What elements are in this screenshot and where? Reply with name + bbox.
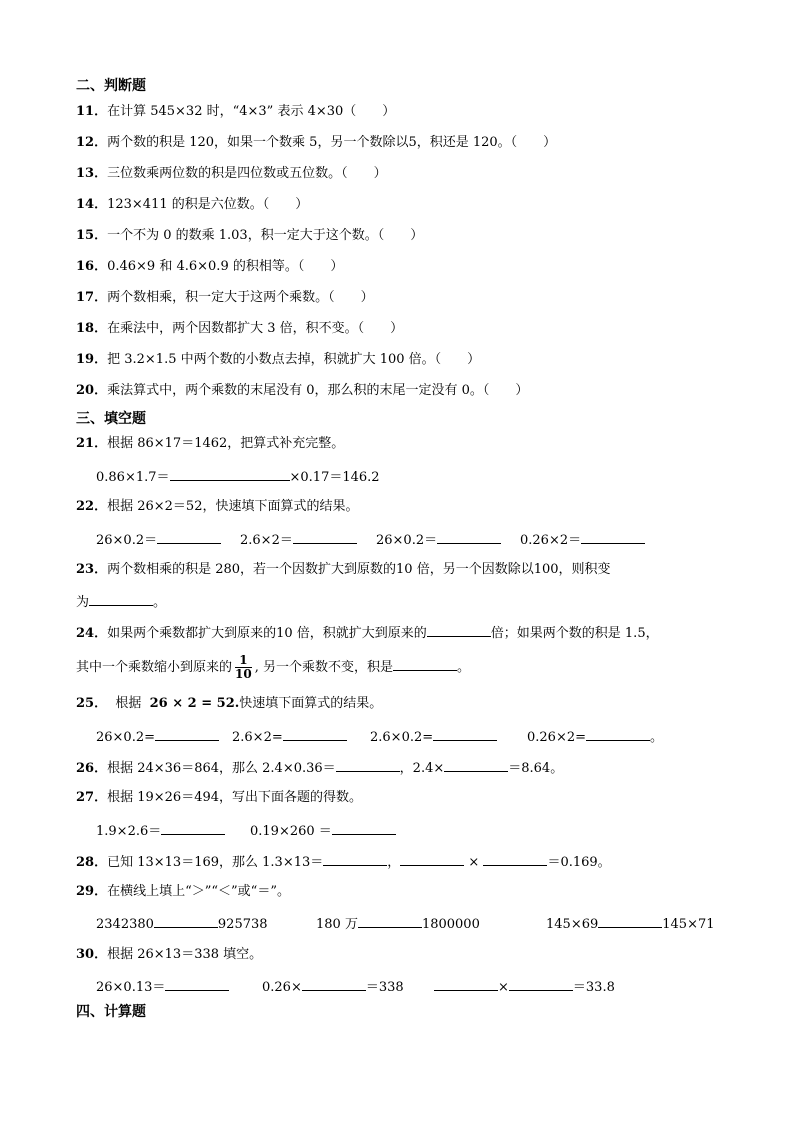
question-number: 21． [76, 436, 108, 451]
question-20 [76, 381, 528, 401]
question-number: 16． [76, 259, 108, 274]
compare-right: 1800000 [421, 917, 480, 932]
question-number: 15． [76, 228, 108, 243]
question-13 [76, 164, 387, 184]
q22-item-4 [520, 529, 645, 551]
question-14 [76, 195, 308, 215]
question-24-cont [76, 654, 470, 681]
answer-blank[interactable] [598, 913, 662, 928]
text: 。 [650, 730, 664, 745]
question-text: 倍；如果两个数的积是 1.5， [490, 626, 659, 641]
answer-blank[interactable] [434, 976, 498, 991]
question-number: 22． [76, 499, 108, 514]
item-expression: 26×0.2＝ [96, 533, 158, 548]
answer-blank[interactable] [157, 529, 221, 544]
question-text: 在计算 545×32 时，“4×3” 表示 4×30（ ） [107, 104, 396, 119]
q27-item-1 [96, 820, 225, 842]
equation-left: 0.86×1.7＝ [96, 470, 170, 485]
question-text: ，2.4× [399, 761, 445, 776]
question-19 [76, 350, 480, 370]
compare-left: 180 万 [316, 917, 358, 932]
answer-blank[interactable] [170, 466, 290, 481]
question-text: 根据 26×13＝338 填空。 [107, 947, 263, 962]
answer-blank[interactable] [427, 622, 491, 637]
answer-blank[interactable] [433, 726, 497, 741]
question-30 [76, 945, 262, 965]
question-number: 27． [76, 790, 108, 805]
compare-left: 145×69 [546, 917, 599, 932]
question-number: 13． [76, 166, 108, 181]
question-text: 根据 19×26＝494，写出下面各题的得数。 [107, 790, 363, 805]
q22-item-3 [376, 529, 501, 551]
q25-item-1 [96, 726, 219, 748]
question-text: 把 3.2×1.5 中两个数的小数点去掉，积就扩大 100 倍。（ ） [107, 352, 481, 367]
answer-blank[interactable] [393, 656, 457, 671]
compare-left: 2342380 [96, 917, 154, 932]
question-text: 如果两个乘数都扩大到原来的10 倍，积就扩大到原来的 [107, 626, 427, 641]
question-15 [76, 226, 423, 246]
q29-item-2 [316, 913, 480, 935]
question-21-equation [96, 466, 380, 488]
question-12 [76, 133, 556, 153]
item-expression: 0.26×2＝ [520, 533, 582, 548]
q30-item-3 [434, 976, 615, 998]
question-text: 根据 26×2＝52，快速填下面算式的结果。 [107, 499, 359, 514]
question-text: ＝0.169。 [547, 855, 611, 870]
item-expression: 26×0.2＝ [376, 533, 438, 548]
question-number: 29． [76, 884, 108, 899]
q25-item-2 [232, 726, 347, 748]
question-number: 12． [76, 135, 108, 150]
question-text: 根据 [115, 696, 142, 711]
item-expression: 2.6×2＝ [240, 533, 293, 548]
question-number: 14． [76, 197, 108, 212]
question-text: 123×411 的积是六位数。（ ） [107, 197, 309, 212]
answer-blank[interactable] [444, 757, 508, 772]
item-expression: ＝33.8 [572, 980, 615, 995]
fraction [235, 654, 252, 681]
text: 。 [456, 660, 470, 675]
text: 其中一个乘数缩小到原来的 [76, 660, 233, 675]
question-number: 23． [76, 562, 108, 577]
text: 为 [76, 595, 90, 610]
question-23-cont [76, 591, 166, 613]
question-number: 24． [76, 626, 108, 641]
answer-blank[interactable] [581, 529, 645, 544]
answer-blank[interactable] [293, 529, 357, 544]
section-heading-calc: 四、计算题 [76, 1004, 146, 1020]
item-expression: ＝338 [365, 980, 404, 995]
item-expression: 0.26× [262, 980, 302, 995]
question-text: 两个数相乘，积一定大于这两个乘数。（ ） [107, 290, 374, 305]
answer-blank[interactable] [323, 851, 387, 866]
question-21 [76, 434, 344, 454]
answer-blank[interactable] [586, 726, 650, 741]
answer-blank[interactable] [155, 726, 219, 741]
question-text: 根据 86×17＝1462，把算式补充完整。 [107, 436, 345, 451]
question-number: 19． [76, 352, 108, 367]
item-expression: × [498, 980, 509, 995]
question-text: 一个不为 0 的数乘 1.03，积一定大于这个数。（ ） [107, 228, 424, 243]
answer-blank[interactable] [283, 726, 347, 741]
answer-blank[interactable] [332, 820, 396, 835]
q30-item-2 [262, 976, 404, 998]
answer-blank[interactable] [437, 529, 501, 544]
q22-item-1 [96, 529, 221, 551]
question-text: 两个数的积是 120，如果一个数乘 5，另一个数除以5，积还是 120。（ ） [107, 135, 557, 150]
equation-right: ×0.17＝146.2 [289, 470, 380, 485]
question-26 [76, 757, 563, 779]
fraction-denominator: 10 [235, 667, 252, 681]
q29-item-3 [546, 913, 715, 935]
answer-blank[interactable] [358, 913, 422, 928]
item-expression: 0.26×2= [527, 730, 587, 745]
fraction-numerator: 1 [235, 654, 252, 668]
math-expression: 26 × 2 = 52. [149, 696, 240, 711]
question-number: 20． [76, 383, 108, 398]
question-24 [76, 622, 659, 644]
question-number: 18． [76, 321, 108, 336]
question-28 [76, 851, 611, 873]
question-text: ， [387, 855, 401, 870]
question-number: 26． [76, 761, 108, 776]
q30-item-1 [96, 976, 229, 998]
text: 。 [153, 595, 167, 610]
question-23 [76, 560, 611, 580]
question-text: 根据 24×36＝864，那么 2.4×0.36＝ [107, 761, 336, 776]
question-text: 快速填下面算式的结果。 [239, 696, 383, 711]
question-text: 0.46×9 和 4.6×0.9 的积相等。（ ） [107, 259, 344, 274]
answer-blank[interactable] [400, 851, 464, 866]
question-18 [76, 319, 403, 339]
item-expression: 26×0.2= [96, 730, 156, 745]
question-29 [76, 882, 290, 902]
question-22 [76, 497, 358, 517]
answer-blank[interactable] [154, 913, 218, 928]
answer-blank[interactable] [89, 591, 153, 606]
question-number: 30． [76, 947, 108, 962]
question-17 [76, 288, 374, 308]
q29-item-1 [96, 913, 268, 935]
compare-right: 145×71 [662, 917, 715, 932]
question-27 [76, 788, 362, 808]
answer-blank[interactable] [509, 976, 573, 991]
item-expression: 2.6×2= [232, 730, 283, 745]
q27-item-2 [250, 820, 396, 842]
q22-item-2 [240, 529, 357, 551]
section-heading-judge: 二、判断题 [76, 78, 146, 94]
question-11 [76, 102, 395, 122]
question-text: 三位数乘两位数的积是四位数或五位数。（ ） [107, 166, 387, 181]
compare-right: 925738 [217, 917, 268, 932]
answer-blank[interactable] [483, 851, 547, 866]
item-expression: 0.19×260 ＝ [250, 824, 332, 839]
question-number: 25． [76, 696, 108, 711]
question-text: 在横线上填上“＞”“＜”或“＝”。 [107, 884, 290, 899]
answer-blank[interactable] [336, 757, 400, 772]
question-text: 两个数相乘的积是 280，若一个因数扩大到原数的10 倍，另一个因数除以100，则积变 [107, 562, 611, 577]
answer-blank[interactable] [165, 976, 229, 991]
question-25 [76, 694, 382, 714]
answer-blank[interactable] [302, 976, 366, 991]
item-expression: 1.9×2.6＝ [96, 824, 162, 839]
q25-item-4 [527, 726, 663, 748]
question-text: 在乘法中，两个因数都扩大 3 倍，积不变。（ ） [107, 321, 404, 336]
section-heading-fill: 三、填空题 [76, 411, 146, 427]
question-number: 17． [76, 290, 108, 305]
question-number: 28． [76, 855, 108, 870]
question-text: × [464, 855, 484, 870]
question-text: ＝8.64。 [508, 761, 564, 776]
q25-item-3 [370, 726, 497, 748]
answer-blank[interactable] [161, 820, 225, 835]
question-number: 11． [76, 104, 108, 119]
text: , 另一个乘数不变，积是 [254, 660, 393, 675]
item-expression: 2.6×0.2= [370, 730, 434, 745]
question-16 [76, 257, 343, 277]
question-text: 乘法算式中，两个乘数的末尾没有 0，那么积的末尾一定没有 0。（ ） [107, 383, 529, 398]
question-text: 已知 13×13＝169，那么 1.3×13＝ [107, 855, 324, 870]
item-expression: 26×0.13＝ [96, 980, 166, 995]
